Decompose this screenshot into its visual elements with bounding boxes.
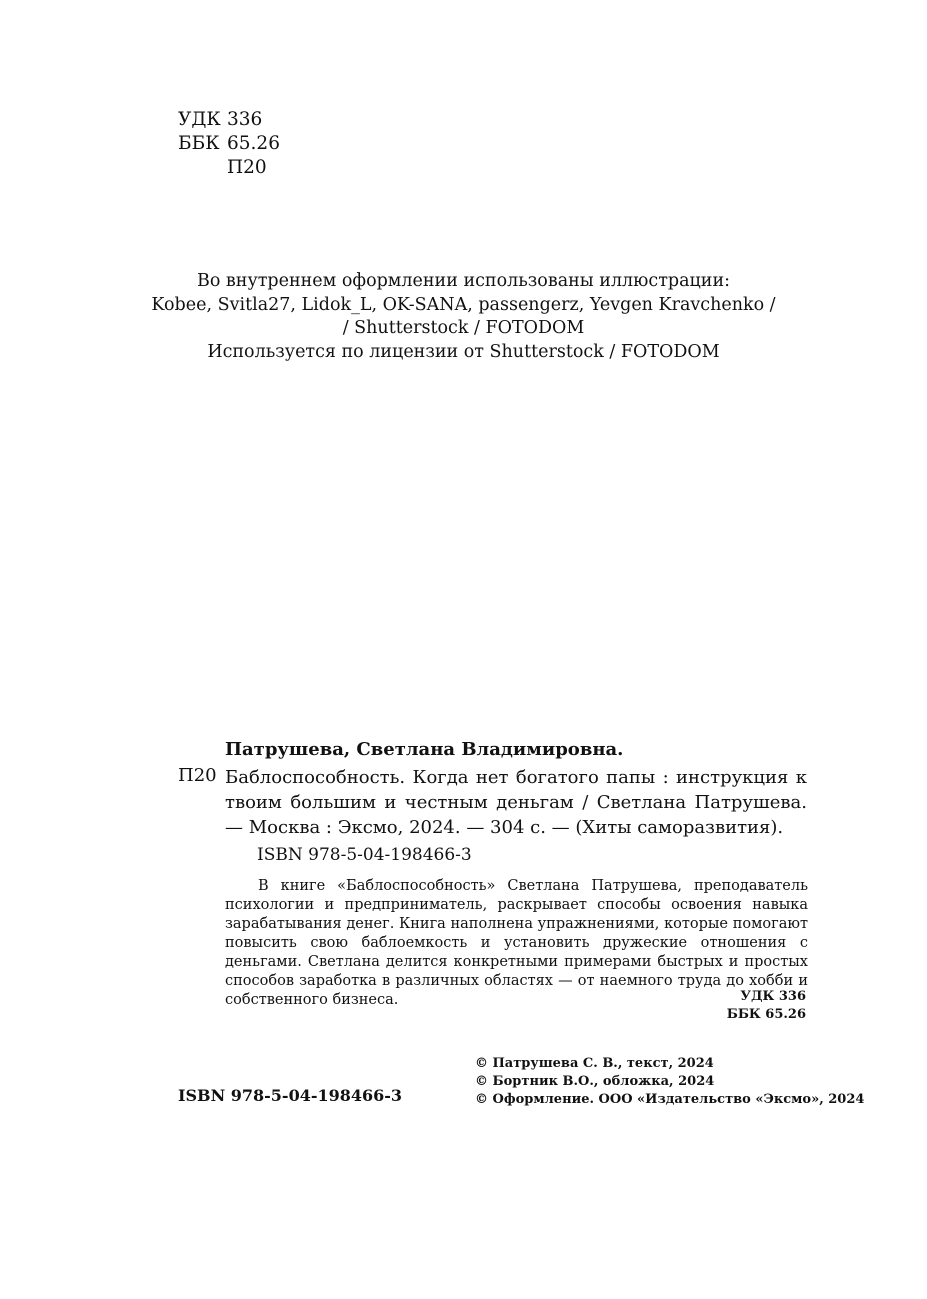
udk-label: УДК — [178, 109, 221, 130]
copyright-line: © Бортник В.О., обложка, 2024 — [475, 1074, 715, 1089]
catalog-description: Баблоспособность. Когда нет богатого папы : инструкция к твоим большим и честным деньгам / Светлана Патрушева. — Москва : Эксмо, 2024. — 304 с. — (Хиты саморазвития). — [225, 767, 807, 838]
author-mark: П20 — [227, 157, 267, 178]
copyright-block — [475, 1055, 864, 1109]
illustration-credit-line: / Shutterstock / FOTODOM — [342, 318, 585, 338]
bottom-udk: УДК 336 — [740, 989, 806, 1004]
illustration-credits — [0, 270, 927, 364]
illustration-credit-line: Во внутреннем оформлении использованы иллюстрации: — [196, 271, 731, 291]
catalog-code: П20 — [178, 765, 217, 786]
catalog-author: Патрушева, Светлана Владимировна. — [225, 739, 624, 760]
annotation-text: В книге «Баблоспособность» Светлана Патрушева, преподаватель психологии и предприниматель, раскрывает способы освоения навыка зарабатывания денег. Книга наполнена упражнениями, которые помогают повысить свою баблоемкость и установить дружеские отношения с деньгами. Светлана делится конкретными примерами быстрых и простых способов заработка в различных областях — от наемного труда до хобби и собственного бизнеса. — [225, 878, 808, 1008]
bbk-label: ББК — [178, 133, 220, 154]
illustration-credit-line: Используется по лицензии от Shutterstock / FOTODOM — [207, 341, 720, 362]
bbk-row — [178, 132, 280, 156]
udk-row — [178, 108, 280, 132]
top-classification-codes — [178, 108, 280, 180]
copyright-line: © Оформление. ООО «Издательство «Эксмо», 2024 — [475, 1092, 865, 1107]
bbk-value: 65.26 — [227, 133, 280, 154]
bottom-bbk: ББК 65.26 — [726, 1007, 806, 1022]
author-mark-row — [178, 156, 280, 180]
catalog-isbn: ISBN 978-5-04-198466-3 — [257, 845, 472, 865]
bottom-isbn: ISBN 978-5-04-198466-3 — [178, 1086, 403, 1105]
copyright-line: © Патрушева С. В., текст, 2024 — [475, 1056, 714, 1071]
illustration-credit-line: Kobee, Svitla27, Lidok_L, OK-SANA, passengerz, Yevgen Kravchenko / — [151, 294, 776, 315]
udk-value: 336 — [227, 109, 263, 130]
bottom-classification-codes — [600, 988, 806, 1024]
